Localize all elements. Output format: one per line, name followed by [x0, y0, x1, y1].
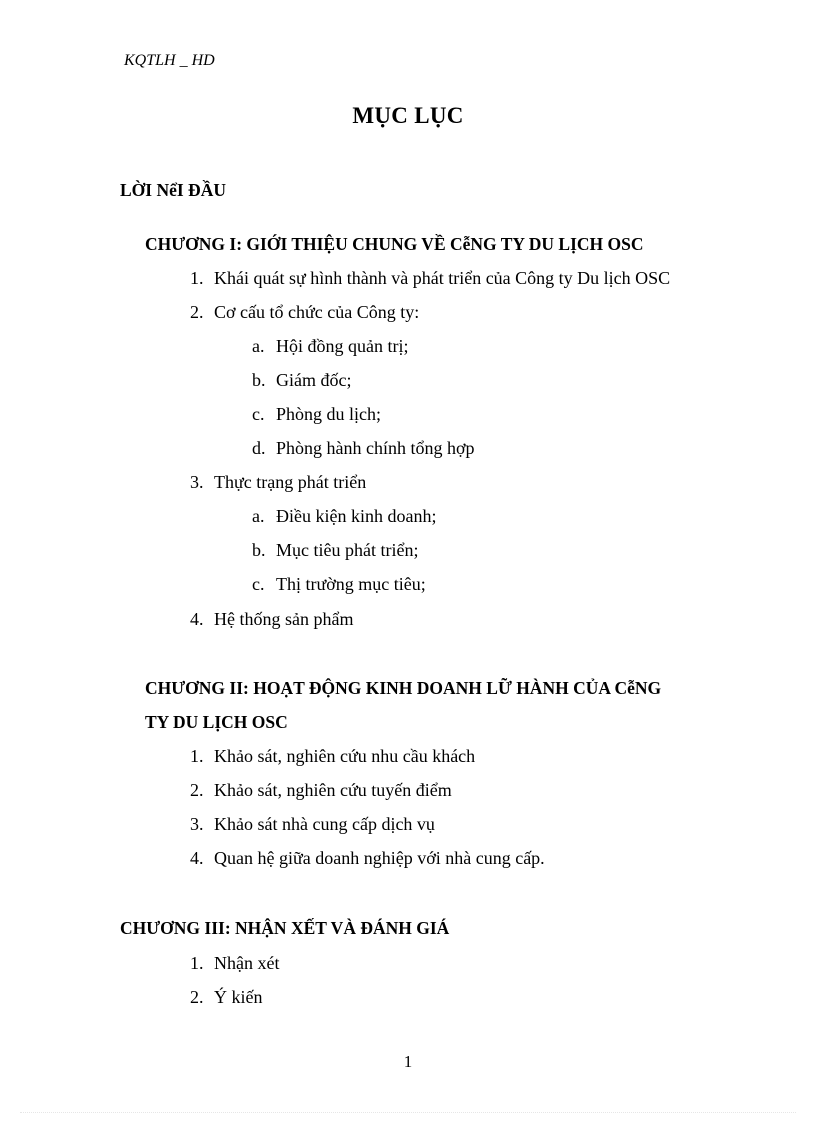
toc-item	[190, 472, 366, 493]
subitem-letter: d.	[252, 438, 266, 458]
toc-intro: LỜI NểI ĐẦU	[120, 180, 226, 200]
item-text: Quan hệ giữa doanh nghiệp với nhà cung cấp.	[214, 848, 545, 868]
toc-subitem	[252, 574, 426, 595]
item-number: 3.	[190, 472, 204, 492]
chapter-2-heading: CHƯƠNG II: HOẠT ĐỘNG KINH DOANH LỮ HÀNH CỦA CễNG	[145, 678, 662, 698]
subitem-text: Phòng hành chính tổng hợp	[276, 438, 475, 458]
toc-subitem	[252, 370, 351, 391]
subitem-letter: b.	[252, 370, 266, 390]
item-number: 4.	[190, 609, 204, 629]
item-number: 2.	[190, 780, 204, 800]
toc-item	[190, 780, 452, 801]
toc-item	[190, 987, 263, 1008]
toc-item	[190, 848, 545, 869]
toc-item	[190, 746, 475, 767]
item-text: Hệ thống sản phẩm	[214, 609, 354, 629]
item-text: Nhận xét	[214, 953, 280, 973]
toc-subitem	[252, 336, 409, 357]
item-text: Ý kiến	[214, 987, 263, 1007]
header-mark: KQTLH _ HD	[124, 52, 215, 69]
chapter-3-heading: CHƯƠNG III: NHẬN XẾT VÀ ĐÁNH GIÁ	[120, 918, 450, 938]
item-text: Khảo sát, nghiên cứu nhu cầu khách	[214, 746, 476, 766]
subitem-letter: c.	[252, 404, 265, 424]
item-number: 2.	[190, 302, 204, 322]
page-title: MỤC LỤC	[352, 103, 464, 128]
toc-item	[190, 609, 353, 630]
chapter-1-heading: CHƯƠNG I: GIỚI THIỆU CHUNG VỀ CễNG TY DU LỊCH OSC	[145, 234, 644, 254]
subitem-letter: a.	[252, 506, 265, 526]
item-number: 2.	[190, 987, 204, 1007]
toc-item	[190, 268, 670, 289]
chapter-2-heading-continued: TY DU LỊCH OSC	[145, 712, 288, 732]
subitem-text: Thị trường mục tiêu;	[276, 574, 426, 594]
toc-subitem	[252, 438, 475, 459]
item-number: 3.	[190, 814, 204, 834]
toc-item	[190, 302, 419, 323]
item-text: Cơ cấu tổ chức của Công ty:	[214, 302, 420, 322]
page-number: 1	[403, 1052, 413, 1071]
toc-subitem	[252, 404, 381, 425]
subitem-letter: a.	[252, 336, 265, 356]
toc-subitem	[252, 540, 418, 561]
item-text: Thực trạng phát triển	[214, 472, 367, 492]
subitem-letter: c.	[252, 574, 265, 594]
item-number: 4.	[190, 848, 204, 868]
toc-item	[190, 814, 435, 835]
item-text: Khảo sát nhà cung cấp dịch vụ	[214, 814, 435, 834]
item-number: 1.	[190, 268, 204, 288]
item-number: 1.	[190, 953, 204, 973]
subitem-text: Điều kiện kinh doanh;	[276, 506, 437, 526]
subitem-letter: b.	[252, 540, 266, 560]
toc-subitem	[252, 506, 436, 527]
subitem-text: Hội đồng quản trị;	[276, 336, 409, 356]
item-number: 1.	[190, 746, 204, 766]
page-bottom-rule	[20, 1112, 796, 1113]
item-text: Khảo sát, nghiên cứu tuyến điểm	[214, 780, 452, 800]
subitem-text: Mục tiêu phát triển;	[276, 540, 419, 560]
subitem-text: Phòng du lịch;	[276, 404, 382, 424]
toc-item	[190, 953, 279, 974]
subitem-text: Giám đốc;	[276, 370, 352, 390]
item-text: Khái quát sự hình thành và phát triển của Công ty Du lịch OSC	[214, 268, 671, 288]
